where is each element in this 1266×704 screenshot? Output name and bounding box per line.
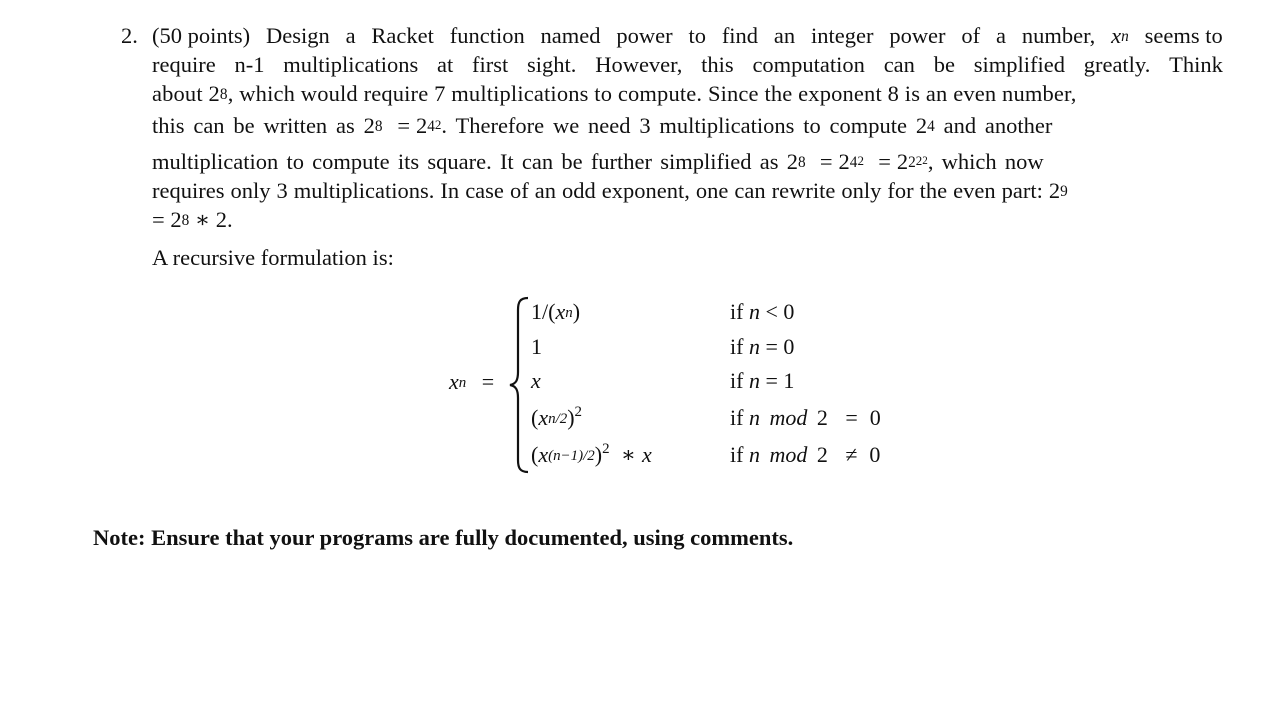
superscript: 2: [908, 153, 916, 171]
word: function: [449, 23, 525, 48]
var-x: x: [449, 369, 459, 394]
case-5-expr: [531, 442, 652, 468]
word: greatly.: [1083, 52, 1151, 77]
superscript: 2: [857, 153, 864, 169]
var-n: n: [1121, 27, 1129, 45]
var-x: x: [538, 405, 549, 430]
problem-line-3: [152, 79, 1223, 108]
equals-sign: =: [878, 149, 891, 174]
case-4-cond: [730, 405, 881, 431]
glyph: (: [531, 442, 539, 467]
case-1-cond: [730, 299, 794, 325]
var-x: x: [1111, 23, 1122, 48]
word: named: [540, 23, 601, 48]
text-fragment: , which now: [927, 149, 1044, 174]
text-fragment: and another: [943, 113, 1053, 138]
word: require: [152, 52, 216, 77]
glyph: 0: [783, 299, 795, 324]
var-x: x: [538, 442, 549, 467]
word: n-1: [234, 52, 265, 77]
problem-line-5: [152, 147, 1044, 176]
glyph: (: [531, 405, 539, 430]
glyph: 1: [531, 299, 542, 324]
var-x: x: [642, 442, 652, 467]
glyph: /: [542, 299, 549, 324]
glyph: if: [730, 405, 744, 430]
word: this: [701, 52, 734, 77]
text-fragment: , which would require 7 multiplications to compute. Since the exponent 8 is an even number,: [227, 81, 1077, 106]
superscript: 4: [927, 117, 935, 135]
var-n: n: [565, 304, 573, 321]
case-3-cond: [730, 368, 794, 394]
problem-line-6: [152, 176, 1068, 205]
glyph: <: [765, 299, 778, 324]
recursive-intro: A recursive formulation is:: [152, 245, 394, 270]
glyph: ≠: [845, 442, 858, 467]
word: simplified: [973, 52, 1065, 77]
word: number,: [1021, 23, 1096, 48]
word: at: [437, 52, 454, 77]
note-text: Ensure that your programs are fully documented, using comments.: [151, 525, 794, 550]
superscript: 4: [427, 117, 435, 135]
equals-sign: =: [397, 113, 411, 138]
exponent: n/2: [548, 410, 568, 427]
word: of: [961, 23, 981, 48]
word: integer: [811, 23, 874, 48]
word: Think: [1169, 52, 1223, 77]
word: an: [773, 23, 796, 48]
word: Design: [265, 23, 330, 48]
case-2-cond: [730, 334, 794, 360]
problem-number: 2.: [121, 23, 138, 48]
glyph: if: [730, 334, 744, 359]
text-fragment: about 2: [152, 81, 220, 106]
formula-lhs: [449, 369, 494, 395]
glyph: if: [730, 442, 744, 467]
word: power: [616, 23, 673, 48]
word: power: [889, 23, 946, 48]
superscript: 2: [574, 404, 583, 421]
glyph: 0: [869, 442, 881, 467]
problem-line-1-text: [152, 21, 1223, 50]
glyph: =: [765, 368, 778, 393]
glyph: (: [548, 299, 556, 324]
superscript: 8: [797, 153, 806, 171]
word: sight.: [527, 52, 577, 77]
superscript: 2: [915, 153, 923, 169]
glyph: 1: [783, 368, 795, 393]
word: a: [995, 23, 1006, 48]
superscript: 8: [374, 117, 383, 135]
text-fragment: seems to: [1144, 23, 1223, 48]
glyph: =: [765, 334, 778, 359]
glyph: 0: [869, 405, 881, 430]
superscript: 9: [1060, 182, 1068, 200]
var-n: n: [748, 368, 760, 393]
base: 2: [838, 149, 850, 174]
word: multiplications: [283, 52, 419, 77]
superscript: 8: [219, 85, 228, 103]
equals-sign: =: [819, 149, 833, 174]
glyph: ∗: [621, 442, 636, 467]
var-x: x: [531, 368, 541, 393]
var-n: n: [748, 442, 760, 467]
case-2-expr: 1: [531, 334, 542, 359]
var-n: n: [748, 334, 760, 359]
word: find: [721, 23, 759, 48]
note-line: [93, 525, 793, 551]
problem-line-7: [152, 205, 233, 234]
word: to: [688, 23, 706, 48]
text-fragment: requires only 3 multiplications. In case of an odd exponent, one can rewrite only for the even part: 2: [152, 178, 1061, 203]
superscript: 2: [602, 441, 610, 458]
problem-line-4: [152, 111, 1052, 140]
superscript: 2: [922, 155, 928, 168]
text-fragment: multiplication to compute its square. It can be further simplified as 2: [152, 149, 798, 174]
math-x-pow-n: [1111, 21, 1129, 50]
superscript: 2: [434, 117, 442, 133]
word: be: [933, 52, 955, 77]
text-fragment: = 2: [152, 207, 182, 232]
var-n: n: [748, 299, 760, 324]
word: computation: [752, 52, 865, 77]
glyph: ): [567, 405, 575, 430]
word: a: [345, 23, 356, 48]
glyph: mod: [769, 442, 808, 467]
text-fragment: . Therefore we need 3 multiplications to compute 2: [441, 113, 928, 138]
case-5-cond: [730, 442, 880, 468]
var-x: x: [555, 299, 566, 324]
case-1-expr: [531, 299, 580, 325]
glyph: if: [730, 299, 744, 324]
case-3-expr: [531, 368, 541, 394]
note-label: Note:: [93, 525, 146, 550]
var-n: n: [458, 374, 467, 391]
var-n: n: [748, 405, 760, 430]
word: Racket: [371, 23, 434, 48]
glyph: if: [730, 368, 744, 393]
word: However,: [595, 52, 683, 77]
problem-line-1: [121, 21, 138, 50]
equals-sign: =: [481, 369, 495, 394]
superscript: 8: [181, 211, 190, 229]
base: 2: [416, 113, 428, 138]
word: first: [472, 52, 509, 77]
text-fragment: ∗ 2.: [194, 207, 233, 232]
glyph: 2: [816, 442, 828, 467]
superscript: 4: [849, 153, 858, 171]
glyph: =: [845, 405, 858, 430]
case-4-expr: [531, 405, 582, 431]
exponent: (n−1)/2: [548, 447, 595, 464]
base: 2: [896, 149, 909, 174]
glyph: ): [594, 442, 603, 467]
glyph: ): [572, 299, 581, 324]
glyph: mod: [769, 405, 808, 430]
word: can: [883, 52, 915, 77]
glyph: 2: [816, 405, 828, 430]
text-fragment: this can be written as 2: [152, 113, 375, 138]
points-label: (50 points): [152, 23, 251, 48]
glyph: 0: [783, 334, 795, 359]
problem-line-2: [152, 50, 1223, 79]
